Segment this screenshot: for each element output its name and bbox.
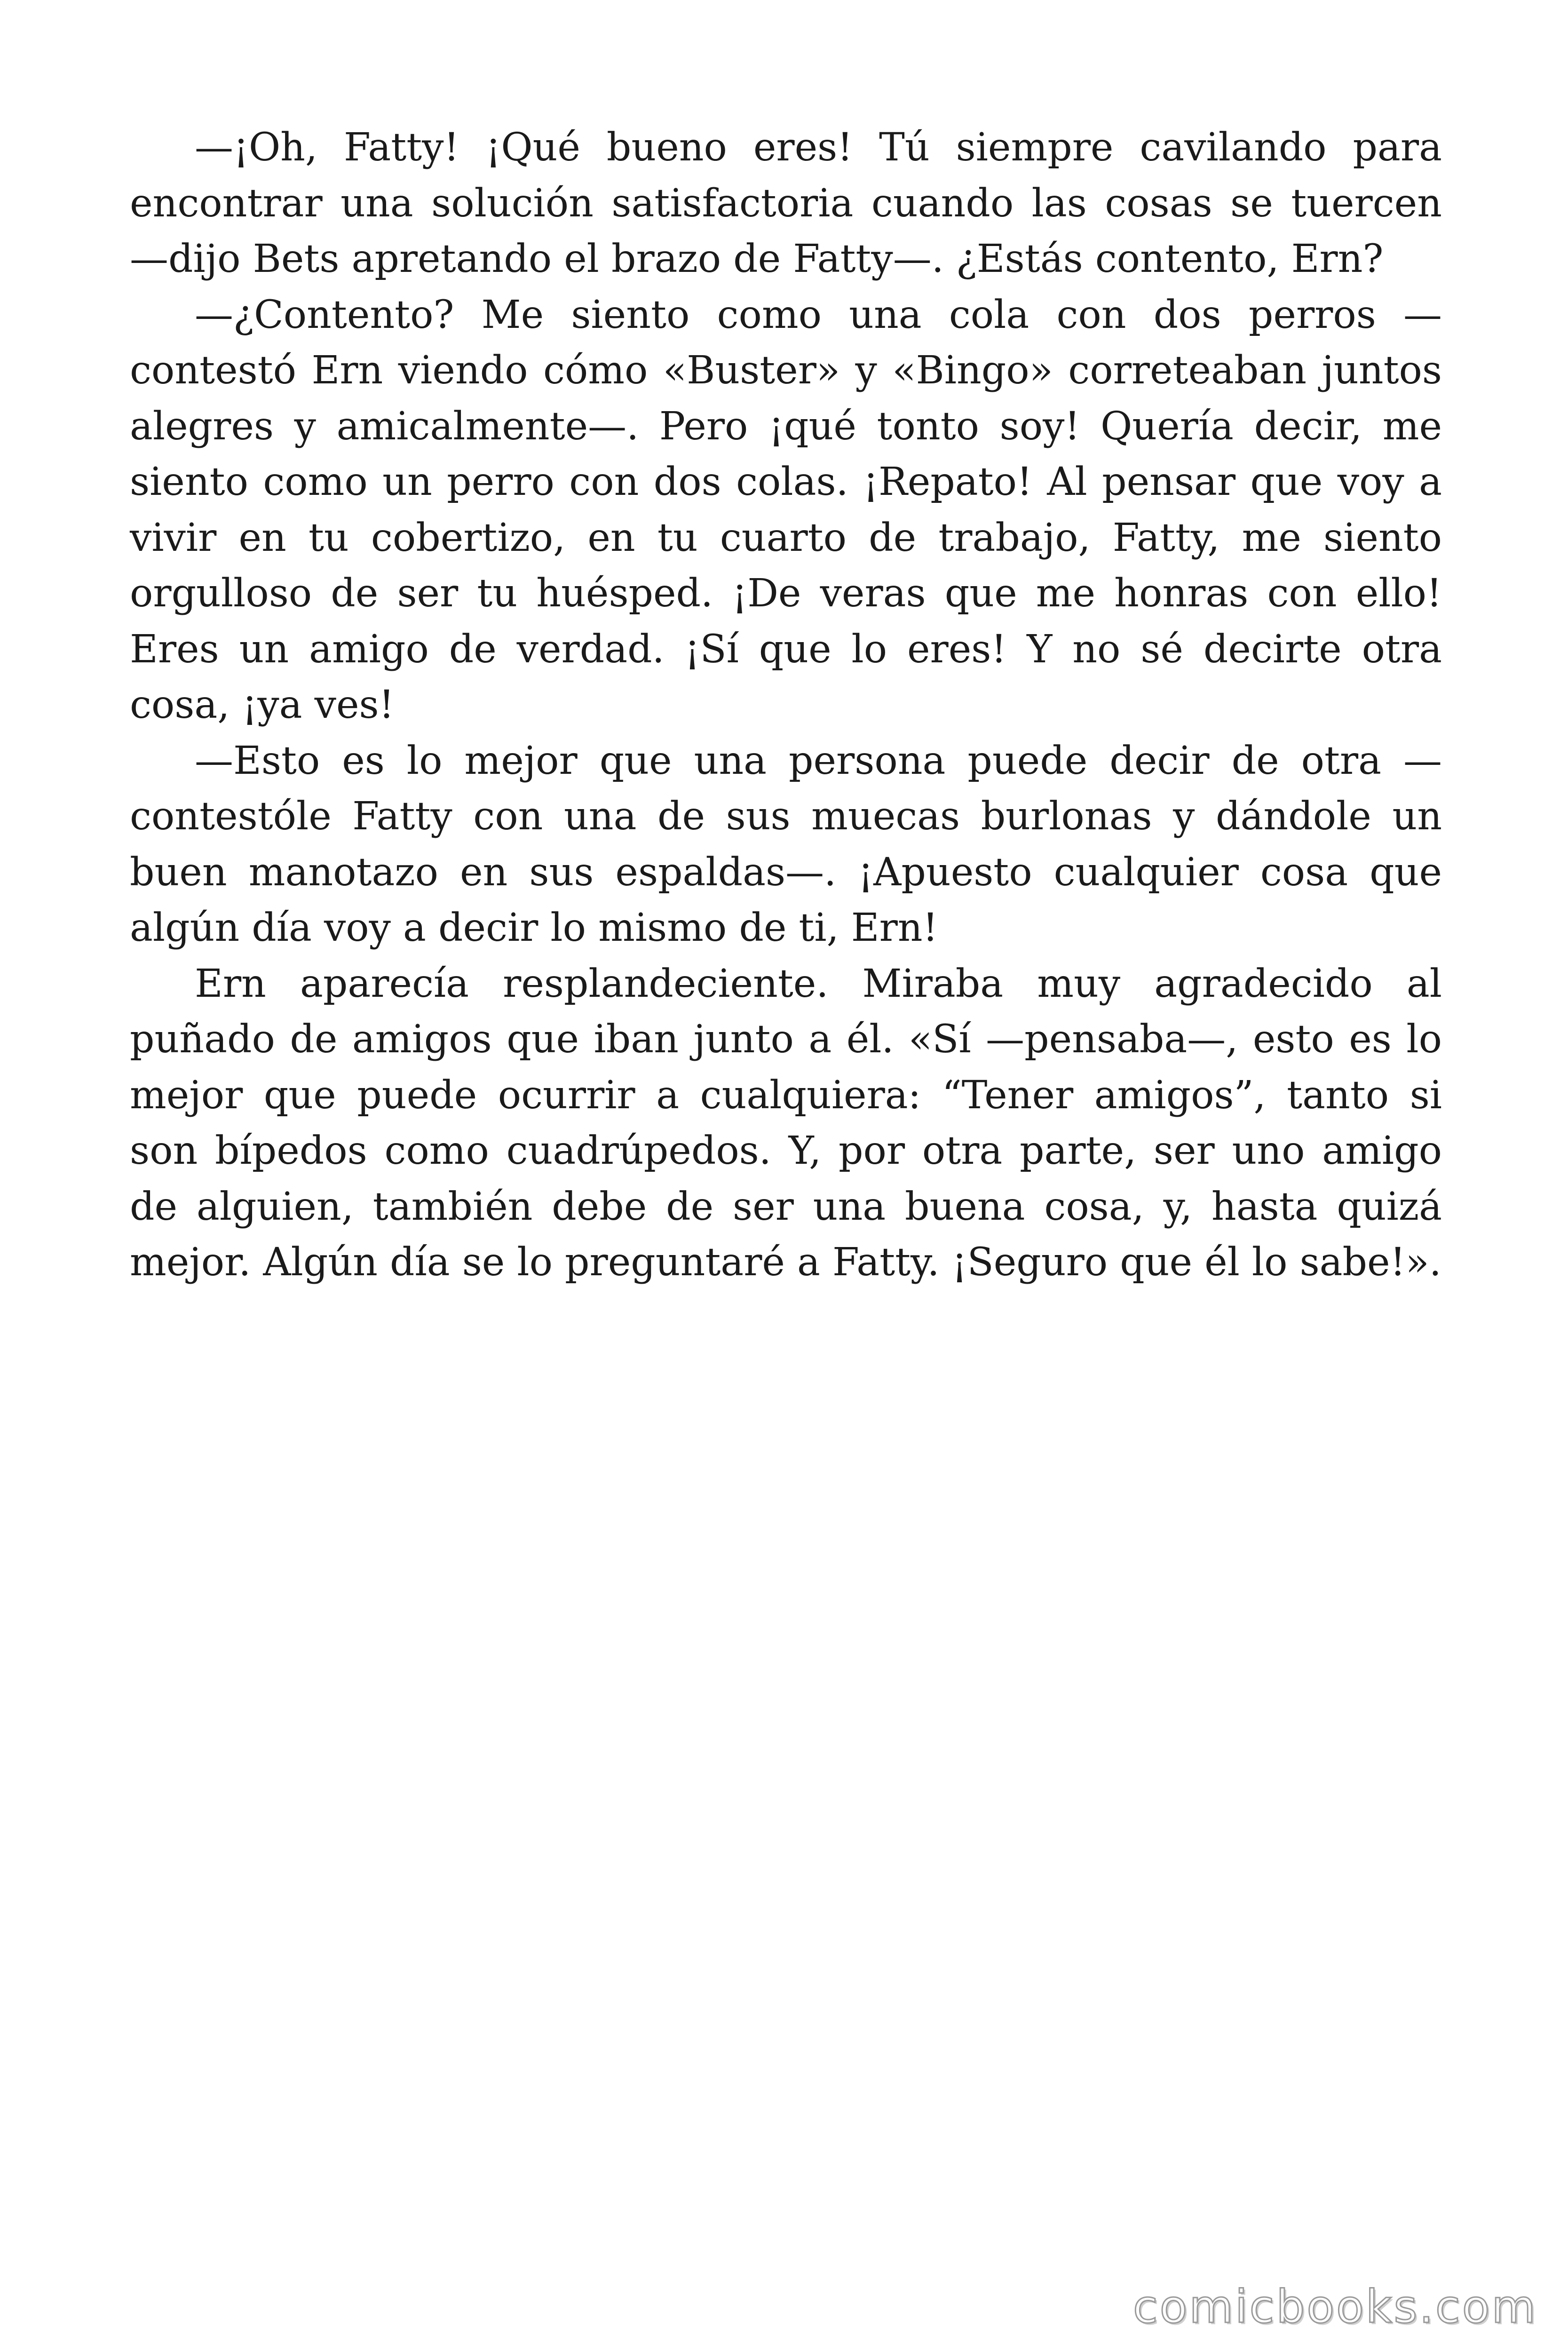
- body-text: [130, 120, 1442, 1291]
- paragraph: Ern aparecía resplandeciente. Miraba muy agradecido al puñado de amigos que iban junto a él. «Sí —pensaba—, esto es lo mejor que puede ocurrir a cualquiera: “Tener amigos”, tanto si son bípedos como cuadrúpedos. Y, por otra parte, ser uno amigo de alguien, también debe de ser una buena cosa, y, hasta quizá mejor. Algún día se lo preguntaré a Fatty. ¡Seguro que él lo sabe!».: [130, 961, 1442, 1285]
- site-watermark: comicbooks.com: [1132, 2280, 1537, 2333]
- paragraph: —Esto es lo mejor que una persona puede decir de otra —contestóle Fatty con una de sus muecas burlonas y dándole un buen manotazo en sus espaldas—. ¡Apuesto cualquier cosa que algún día voy a decir lo mismo de ti, Ern!: [130, 738, 1442, 950]
- paragraph: —¿Contento? Me siento como una cola con dos perros —contestó Ern viendo cómo «Buster» y «Bingo» correteaban juntos alegres y amicalmente—. Pero ¡qué tonto soy! Quería decir, me siento como un perro con dos colas. ¡Repato! Al pensar que voy a vivir en tu cobertizo, en tu cuarto de trabajo, Fatty, me siento orgulloso de ser tu huésped. ¡De veras que me honras con ello! Eres un amigo de verdad. ¡Sí que lo eres! Y no sé decirte otra cosa, ¡ya ves!: [130, 292, 1442, 727]
- paragraph: —¡Oh, Fatty! ¡Qué bueno eres! Tú siempre cavilando para encontrar una solución satisfactoria cuando las cosas se tuercen —dijo Bets apretando el brazo de Fatty—. ¿Estás contento, Ern?: [130, 125, 1442, 281]
